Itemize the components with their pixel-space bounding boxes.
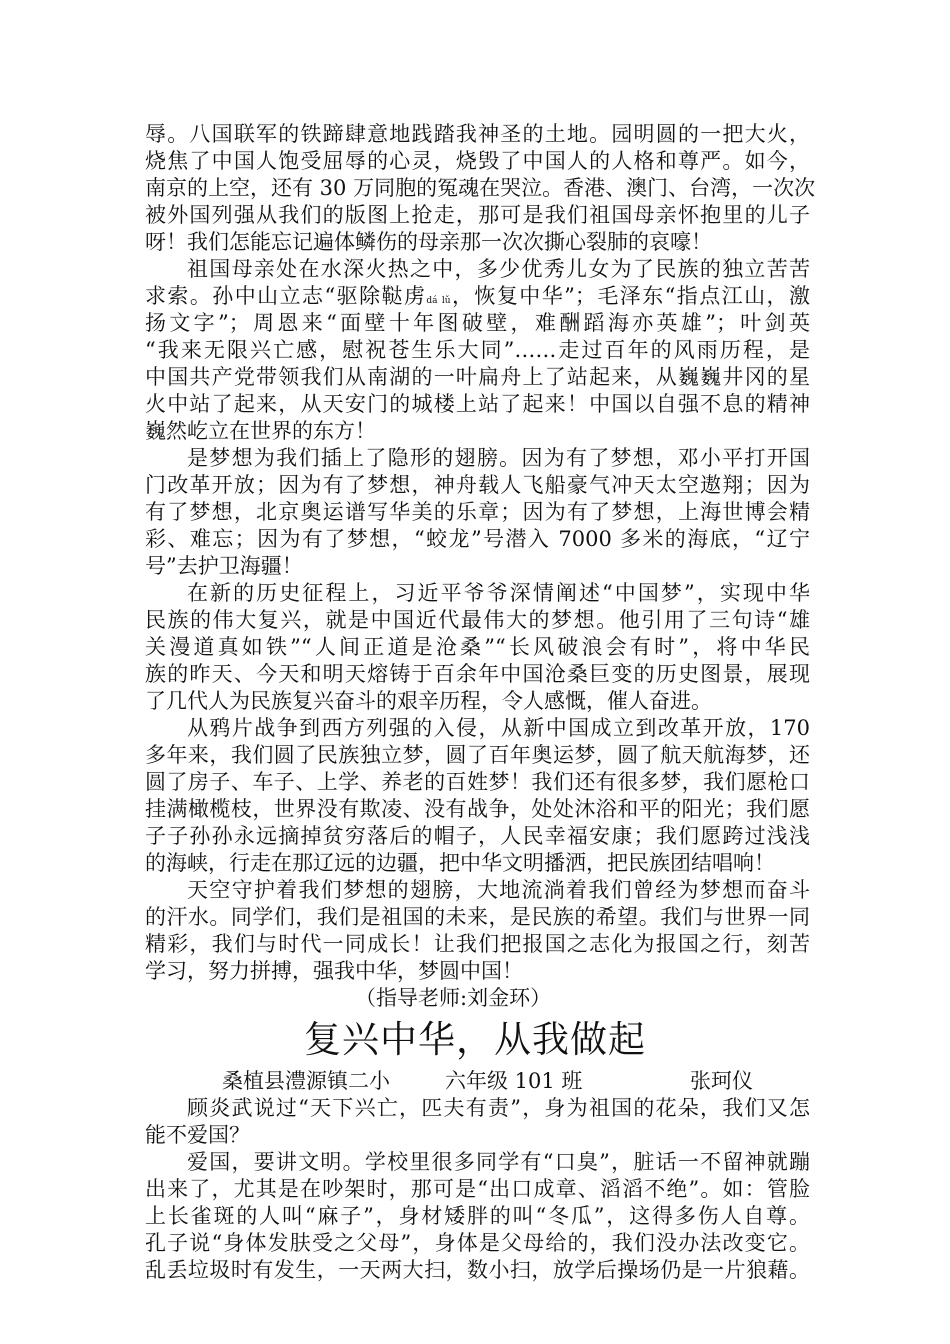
text-line: 火中站了起来，从天安门的城楼上站了起来！中国以自强不息的精神 — [145, 392, 810, 416]
text-line: 了几代人为民族复兴奋斗的艰辛历程，令人感慨，催人奋进。 — [145, 689, 712, 713]
text-line: “我来无限兴亡感，慰祝苍生乐大同”……走过百年的风雨历程，是 — [145, 338, 810, 362]
paragraph-start-line: 祖国母亲处在水深火热之中，多少优秀儿女为了民族的独立苦苦 — [187, 257, 810, 281]
text-line: 能不爱国？ — [145, 1123, 250, 1147]
text-line: 学习，努力拼搏，强我中华，梦圆中国！ — [145, 959, 523, 983]
text-line: 上长雀斑的人叫“麻子”，身材矮胖的叫“冬瓜”，这得多伤人自尊。 — [145, 1204, 810, 1228]
text-line: 关漫道真如铁”“人间正道是沧桑”“长风破浪会有时”，将中华民 — [145, 635, 810, 659]
text-segment: ，恢复中华”；毛泽东“指点江山，激 — [450, 284, 810, 308]
text-line: 中国共产党带领我们从南湖的一叶扁舟上了站起来，从巍巍井冈的星 — [145, 365, 810, 389]
author-name: 张珂仪 — [690, 1069, 753, 1093]
text-line: 呀！我们怎能忘记遍体鳞伤的母亲那一次次撕心裂肺的哀嚎！ — [145, 230, 712, 254]
author-class: 六年级 101 班 — [445, 1069, 583, 1093]
text-line: 号”去护卫海疆！ — [145, 554, 303, 578]
essay-title: 复兴中华，从我做起 — [304, 1018, 646, 1061]
text-line: 孔子说“身体发肤受之父母”，身体是父母给的，我们没办法改变它。 — [145, 1231, 810, 1255]
author-school: 桑植县澧源镇二小 — [222, 1069, 390, 1093]
paragraph-start-line: 顾炎武说过“天下兴亡，匹夫有责”，身为祖国的花朵，我们又怎 — [187, 1096, 810, 1120]
text-line: 彩、难忘；因为有了梦想，“蛟龙”号潜入 7000 多米的海底，“辽宁 — [145, 527, 810, 551]
text-line: 辱。八国联军的铁蹄肆意地践踏我神圣的土地。园明圆的一把大火， — [145, 122, 810, 146]
pinyin-annotation: dá lǔ — [426, 296, 451, 306]
paragraph-start-line: 是梦想为我们插上了隐形的翅膀。因为有了梦想，邓小平打开国 — [187, 446, 810, 470]
text-line: 巍然屹立在世界的东方！ — [145, 419, 376, 443]
text-line: 扬文字”；周恩来“面壁十年图破壁，难酬蹈海亦英雄”；叶剑英 — [145, 311, 810, 335]
text-line: 族的昨天、今天和明天熔铸于百余年中国沧桑巨变的历史图景，展现 — [145, 662, 810, 686]
text-line: 多年来，我们圆了民族独立梦，圆了百年奥运梦，圆了航天航海梦，还 — [145, 743, 810, 767]
paragraph-start-line: 在新的历史征程上，习近平爷爷深情阐述“中国梦”，实现中华 — [187, 581, 810, 605]
text-line: 圆了房子、车子、上学、养老的百姓梦！我们还有很多梦，我们愿枪口 — [145, 770, 810, 794]
text-line: 被外国列强从我们的版图上抢走，那可是我们祖国母亲怀抱里的儿子 — [145, 203, 810, 227]
text-line: 的海峡，行走在那辽远的边疆，把中华文明播洒，把民族团结唱响！ — [145, 851, 775, 875]
paragraph-start-line: 从鸦片战争到西方列强的入侵，从新中国成立到改革开放，170 — [187, 716, 810, 740]
text-line: 挂满橄榄枝，世界没有欺凌、没有战争，处处沐浴和平的阳光；我们愿 — [145, 797, 810, 821]
paragraph-start-line: 天空守护着我们梦想的翅膀，大地流淌着我们曾经为梦想而奋斗 — [187, 878, 810, 902]
guide-teacher-note: （指导老师:刘金环） — [355, 986, 552, 1010]
text-line: 出来了，尤其是在吵架时，那可是“出口成章、滔滔不绝”。如：管脸 — [145, 1177, 810, 1201]
text-line: 乱丢垃圾时有发生，一天两大扫，数小扫，放学后操场仍是一片狼藉。 — [145, 1258, 810, 1282]
paragraph-start-line: 爱国，要讲文明。学校里很多同学有“口臭”，脏话一不留神就蹦 — [187, 1150, 810, 1174]
text-line: 门改革开放；因为有了梦想，神舟载人飞船豪气冲天太空遨翔；因为 — [145, 473, 810, 497]
text-segment: 求索。孙中山立志“驱除鞑虏 — [145, 284, 427, 308]
text-line: 烧焦了中国人饱受屈辱的心灵，烧毁了中国人的人格和尊严。如今， — [145, 149, 810, 173]
text-line: 子子孙孙永远摘掉贫穷落后的帽子，人民幸福安康；我们愿跨过浅浅 — [145, 824, 810, 848]
text-line: 精彩，我们与时代一同成长！让我们把报国之志化为报国之行，刻苦 — [145, 932, 810, 956]
text-line: 民族的伟大复兴，就是中国近代最伟大的梦想。他引用了三句诗“雄 — [145, 608, 810, 632]
text-line: 的汗水。同学们，我们是祖国的未来，是民族的希望。我们与世界一同 — [145, 905, 810, 929]
text-line: 有了梦想，北京奥运谱写华美的乐章；因为有了梦想，上海世博会精 — [145, 500, 810, 524]
text-line: 南京的上空，还有 30 万同胞的冤魂在哭泣。香港、澳门、台湾，一次次 — [145, 176, 816, 200]
